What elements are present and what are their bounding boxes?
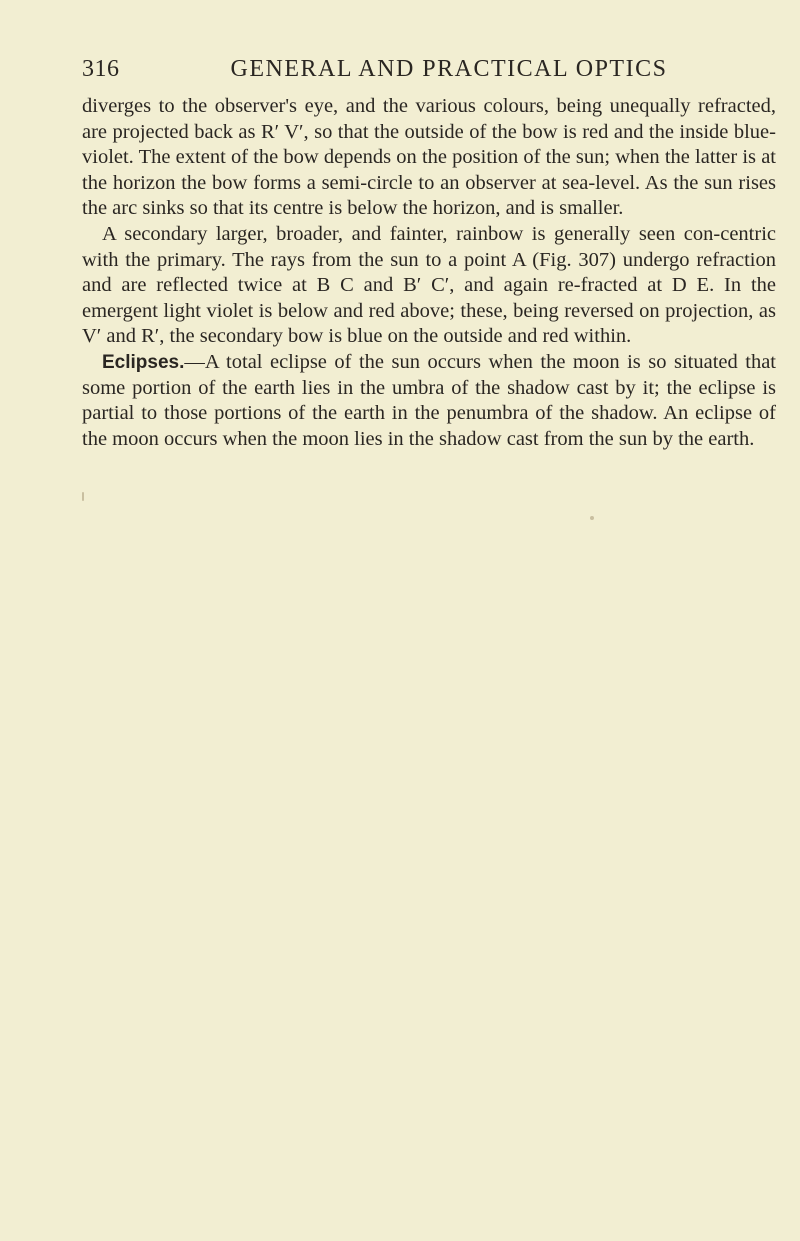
paragraph-rainbow-secondary — [82, 222, 776, 350]
paper-speck — [590, 516, 594, 520]
page-number: 316 — [82, 56, 120, 82]
paragraph-rainbow-primary — [82, 94, 776, 222]
section-heading-eclipses: Eclipses. — [102, 351, 185, 373]
paragraph-text: diverges to the observer's eye, and the various colours, being unequally refracted, are projected back as R′ V′, so that the outside of the bow is red and the inside blue-violet. The extent of the bow depends on the position of the sun; when the latter is at the horizon the bow forms a semi-circle to an observer at sea-level. As the sun rises the arc sinks so that its centre is below the horizon, and is smaller. — [82, 95, 776, 220]
page-header — [82, 56, 776, 88]
paper-speck — [82, 492, 84, 501]
body-text — [82, 94, 776, 452]
paragraph-eclipses — [82, 350, 776, 452]
paragraph-text: —A total eclipse of the sun occurs when the moon is so situated that some portion of the earth lies in the umbra of the shadow cast by it; the eclipse is partial to those portions of the earth in the penumbra of the shadow. An eclipse of the moon occurs when the moon lies in the shadow cast from the sun by the earth. — [82, 350, 776, 450]
paragraph-text: A secondary larger, broader, and fainter, rainbow is generally seen con-centric with the primary. The rays from the sun to a point A (Fig. 307) undergo refraction and are reflected twice at B C and B′ C′, and again re-fracted at D E. In the emergent light violet is below and red above; these, being reversed on projection, as V′ and R′, the secondary bow is blue on the outside and red within. — [82, 222, 776, 348]
running-title: GENERAL AND PRACTICAL OPTICS — [230, 56, 668, 82]
